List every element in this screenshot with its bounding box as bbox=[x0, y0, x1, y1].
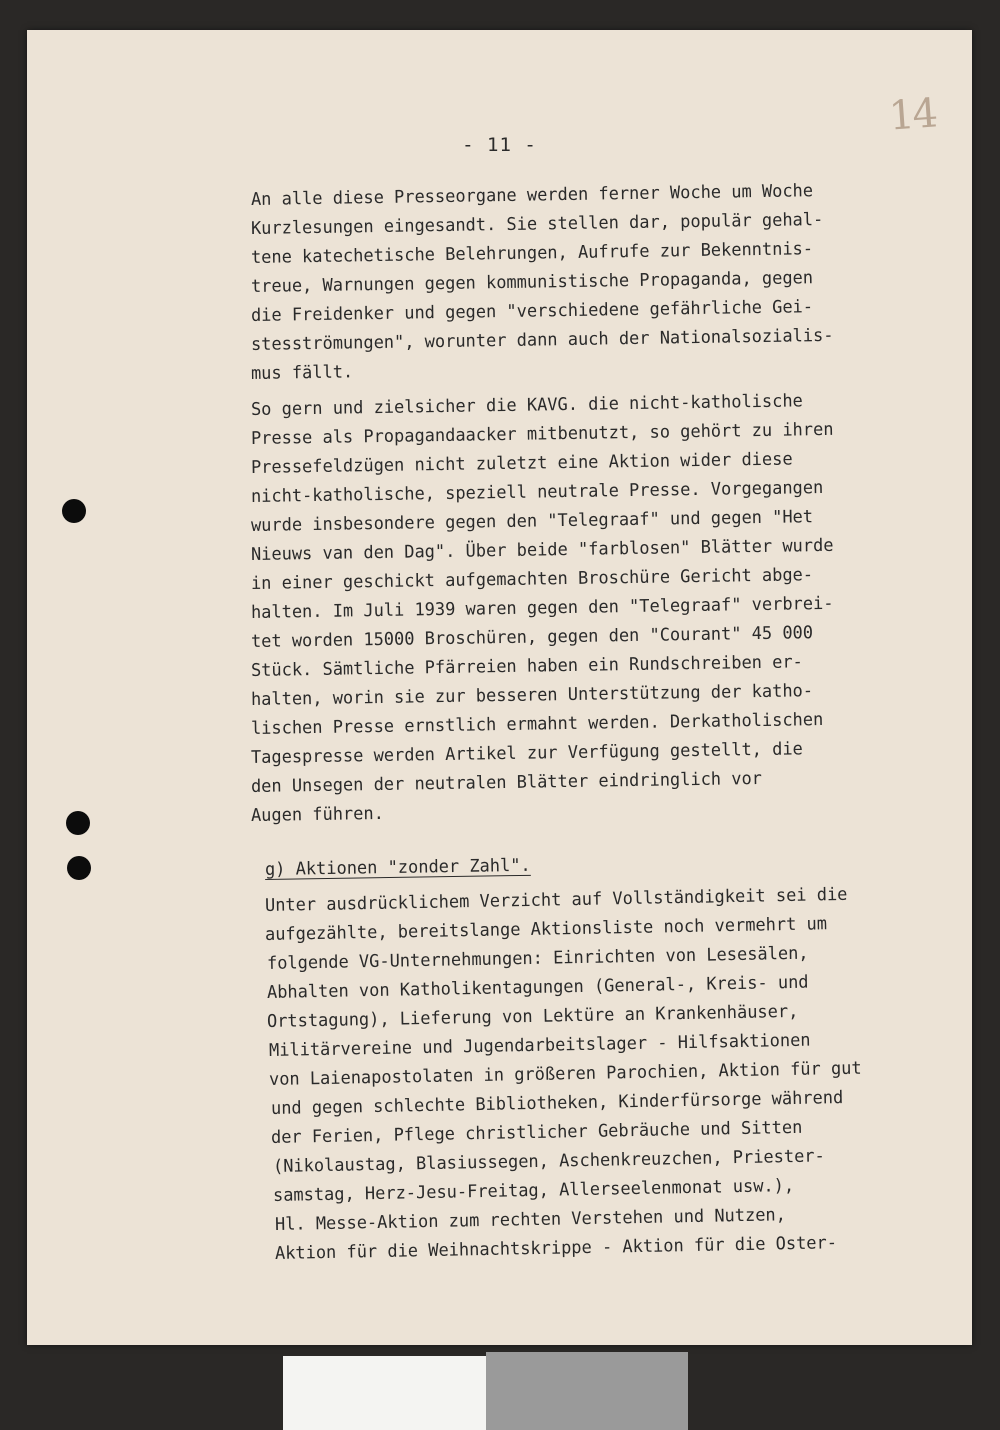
text-line: die Freidenker und gegen "verschiedene gefährliche Gei- bbox=[250, 297, 814, 326]
text-line: mus fällt. bbox=[250, 362, 354, 384]
page-number: - 11 - bbox=[462, 134, 537, 156]
text-line: wurde insbesondere gegen den "Telegraaf" und gegen "Het bbox=[250, 507, 814, 536]
text-line: lischen Presse ernstlich ermahnt werden. Derkatholischen bbox=[250, 710, 824, 739]
text-line: in einer geschickt aufgemachten Broschüre Gericht abge- bbox=[250, 565, 814, 594]
text-line: Kurzlesungen eingesandt. Sie stellen dar, populär gehal- bbox=[250, 210, 824, 239]
text-line: halten, worin sie zur besseren Unterstützung der katho- bbox=[250, 681, 814, 710]
text-line: von Laienapostolaten in größeren Parochien, Aktion für gut bbox=[268, 1058, 862, 1090]
text-line: den Unsegen der neutralen Blätter eindringlich vor bbox=[250, 768, 763, 797]
text-line: Militärvereine und Jugendarbeitslager - Hilfsaktionen bbox=[268, 1030, 811, 1061]
text-line: Tagespresse werden Artikel zur Verfügung gestellt, die bbox=[250, 739, 803, 768]
text-line: stesströmungen", worunter dann auch der Nationalsozialis- bbox=[250, 325, 834, 355]
text-line: Presse als Propagandaacker mitbenutzt, so gehört zu ihren bbox=[250, 419, 834, 449]
calibration-strip-gray bbox=[486, 1352, 688, 1430]
text-line: und gegen schlechte Bibliotheken, Kinderfürsorge während bbox=[270, 1088, 844, 1119]
punch-hole-bottom bbox=[67, 856, 91, 880]
text-line: der Ferien, Pflege christlicher Gebräuche und Sitten bbox=[270, 1117, 803, 1148]
text-line: An alle diese Presseorgane werden ferner Woche um Woche bbox=[250, 181, 814, 210]
text-line: So gern und zielsicher die KAVG. die nicht-katholische bbox=[250, 391, 803, 420]
text-line: halten. Im Juli 1939 waren gegen den "Telegraaf" verbrei- bbox=[250, 593, 834, 623]
text-line: samstag, Herz-Jesu-Freitag, Allerseelenmonat usw.), bbox=[272, 1175, 795, 1206]
text-line: treue, Warnungen gegen kommunistische Propaganda, gegen bbox=[250, 268, 814, 297]
document-page bbox=[27, 30, 972, 1345]
text-line: tene katechetische Belehrungen, Aufrufe zur Bekenntnis- bbox=[250, 239, 814, 268]
text-line: Unter ausdrücklichem Verzicht auf Vollständigkeit sei die bbox=[264, 884, 848, 916]
text-line: (Nikolaustag, Blasiussegen, Aschenkreuzchen, Priester- bbox=[272, 1146, 825, 1177]
text-line: Pressefeldzügen nicht zuletzt eine Aktion wider diese bbox=[250, 449, 793, 478]
text-line: Augen führen. bbox=[250, 803, 385, 826]
section-heading: g) Aktionen "zonder Zahl". bbox=[264, 855, 531, 880]
text-line: tet worden 15000 Broschüren, gegen den "Courant" 45 000 bbox=[250, 623, 814, 652]
punch-hole-middle bbox=[66, 811, 90, 835]
calibration-strip-white bbox=[283, 1356, 486, 1430]
text-line: Stück. Sämtliche Pfärreien haben ein Rundschreiben er- bbox=[250, 652, 803, 681]
text-line: Aktion für die Weihnachtskrippe - Aktion für die Oster- bbox=[274, 1233, 838, 1264]
handwritten-folio-number: 14 bbox=[887, 90, 938, 140]
text-line: aufgezählte, bereitslange Aktionsliste noch vermehrt um bbox=[264, 914, 828, 945]
punch-hole-top bbox=[62, 499, 86, 523]
text-line: folgende VG-Unternehmungen: Einrichten von Lesesälen, bbox=[266, 943, 809, 974]
text-line: Abhalten von Katholikentagungen (General-, Kreis- und bbox=[266, 972, 809, 1003]
text-line: nicht-katholische, speziell neutrale Presse. Vorgegangen bbox=[250, 478, 824, 507]
text-line: Nieuws van den Dag". Über beide "farblosen" Blätter wurde bbox=[250, 535, 834, 565]
text-line: Hl. Messe-Aktion zum rechten Verstehen und Nutzen, bbox=[274, 1205, 787, 1235]
text-line: Ortstagung), Lieferung von Lektüre an Krankenhäuser, bbox=[266, 1001, 799, 1032]
